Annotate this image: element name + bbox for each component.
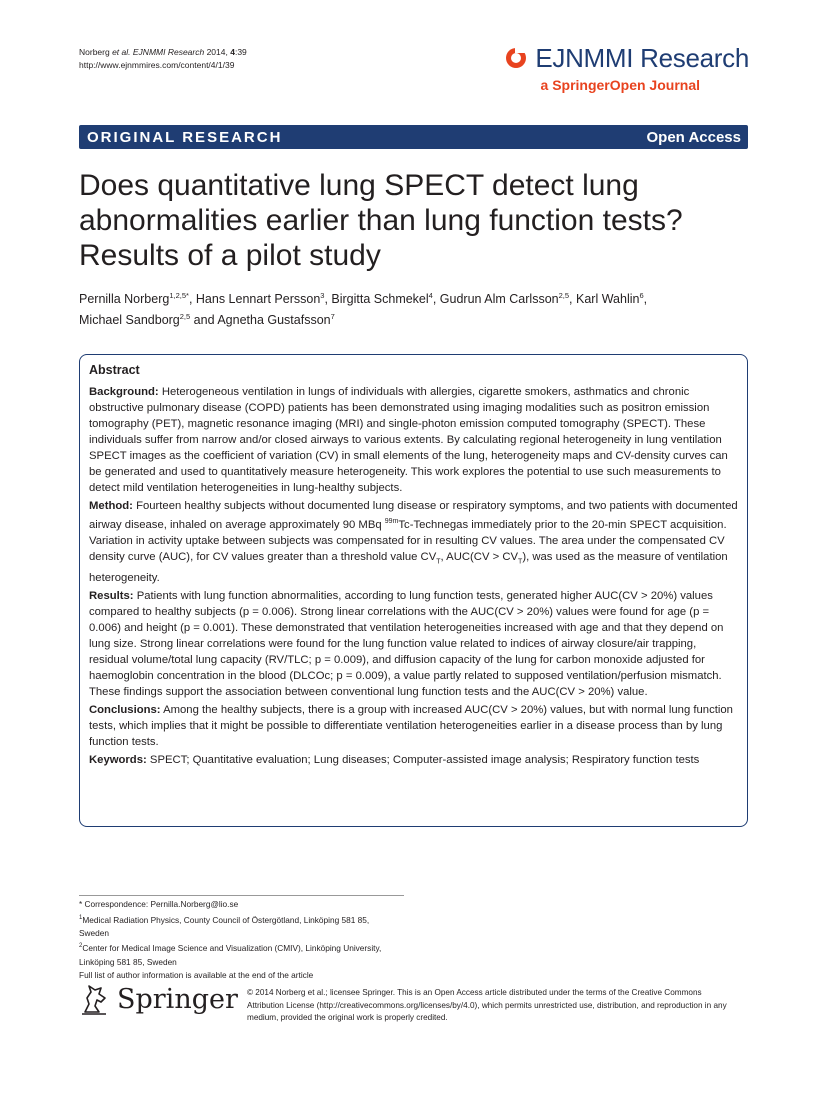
journal-logo-icon — [505, 47, 527, 69]
footnote-divider — [79, 895, 404, 896]
abstract-heading: Abstract — [89, 363, 140, 377]
article-type-band — [79, 125, 748, 149]
author-list: Pernilla Norberg$^{1,2,5*}$, Hans Lennart Persson$^3$, Birgitta Schmekel$^4$, Gudrun Alm Carlsson$^{2,5}$, Karl Wahlin$^6$, Michael Sandborg$^{2,5}$ and Agnetha Gustafsson$^7$ — [79, 291, 648, 328]
author-name: Gudrun Alm Carlsson — [439, 292, 559, 307]
results-text: Patients with lung function abnormalities, according to lung function tests, generated higher AUC(CV > 20%) values compared to healthy subjects (p = 0.006). Strong linear correlations with the AUC(CV > 20%) values were found for age (p = 0.006) and height (p = 0.001). These demonstrated that ventilation heterogeneities increased with age and that they depend on lung size. Strong linear correlations were found for the lung function value related to indices of airway closure/air trapping, residual volume/total lung capacity (RV/TLC; p = 0.009), and diffusion capacity of the lung for carbon monoxide adjusted for haemoglobin concentration in the blood (DLCOc; p = 0.009), a value partly related to supposed ventilation/perfusion mismatch. These findings support the association between conventional lung function tests and the AUC(CV > 20%) value. — [89, 590, 724, 699]
springer-logo — [79, 982, 238, 1016]
author-affiliation: 6 — [639, 291, 644, 300]
journal-logo — [505, 45, 749, 71]
author-affiliation: 7 — [330, 312, 335, 322]
background-label: Background: — [89, 386, 159, 398]
abstract-box — [79, 354, 748, 827]
method-text-4: ), was used as the measure of ventilation heterogeneity. — [89, 550, 728, 585]
author-affiliation: 2,5 — [179, 312, 191, 322]
affiliation-1-text: Medical Radiation Physics, County Council of Östergötland, Linköping 581 85, Sweden — [79, 914, 370, 938]
author-affiliation: 3 — [320, 291, 325, 300]
method-sub-2: T — [518, 558, 523, 566]
affiliation-1 — [79, 912, 399, 941]
author-name: Pernilla Norberg — [79, 292, 170, 307]
affiliation-2-text: Center for Medical Image Science and Visualization (CMIV), Linköping University, Linköping 581 85, Sweden — [79, 943, 382, 967]
open-access-label: Open Access — [646, 128, 741, 146]
full-list-note: Full list of author information is available at the end of the article — [79, 970, 314, 981]
affiliation-2 — [79, 940, 399, 969]
method-text-2: Tc-Technegas immediately prior to the 20-min SPECT acquisition. Variation in activity uptake between subjects was compensated for in resulting CV values. The area under the compensated CV density curve (AUC), for CV values greater than a threshold value CV — [89, 518, 727, 563]
method-label: Method: — [89, 500, 133, 512]
license-text: © 2014 Norberg et al.; licensee Springer. This is an Open Access article distributed under the terms of the Creative Commons Attribution License (http://creativecommons.org/licenses/by/4.0), which permits unrestricted use, distribution, and reproduction in any medium, provided the original work is properly credited. — [247, 988, 727, 1022]
springer-wordmark: Springer — [117, 983, 238, 1015]
author-affiliation: 1,2,5* — [169, 291, 189, 300]
affiliation-1-num: 1 — [79, 914, 83, 921]
journal-subtitle: a SpringerOpen Journal — [540, 77, 700, 93]
citation-url[interactable]: http://www.ejnmmires.com/content/4/1/39 — [79, 60, 235, 70]
method-text-3: , AUC(CV > CV — [440, 550, 519, 563]
author-name: Agnetha Gustafsson — [217, 313, 331, 328]
background-text: Heterogeneous ventilation in lungs of individuals with allergies, cigarette smokers, asthmatics and chronic obstructive pulmonary disease (COPD) patients has been demonstrated using imaging modalities such as positron emission tomography (PET), magnetic resonance imaging (MRI) and single-photon emission computed tomography (SPECT). These individuals suffer from narrow and/or closed airways to various extents. By calculating regional heterogeneity in lung ventilation SPECT images as the coefficient of variation (CV) in small elements of the lung, heterogeneity maps and CV-density curves can be generated and used to quantitatively measure heterogeneity. This work explores the potential to use such measurements to detect mild ventilation heterogeneities in lung-healthy subjects. — [89, 386, 728, 494]
results-label: Results: — [89, 590, 134, 603]
affiliation-2-num: 2 — [79, 943, 83, 950]
author-name: Michael Sandborg — [79, 313, 180, 328]
abstract-background — [89, 384, 738, 496]
citation — [79, 46, 247, 72]
keywords-label: Keywords: — [89, 754, 147, 767]
correspondence: * Correspondence: Pernilla.Norberg@lio.se — [79, 899, 239, 909]
author-affiliation: 2,5 — [558, 291, 570, 300]
abstract-results — [89, 588, 738, 700]
method-isotope-sup: 99m — [384, 518, 399, 525]
conclusions-text: Among the healthy subjects, there is a group with increased AUC(CV > 20%) values, but with normal lung function tests, which implies that it might be possible to differentiate ventilation heterogeneities earlier in a disease process than by lung function tests. — [89, 704, 733, 749]
article-title: Does quantitative lung SPECT detect lung abnormalities earlier than lung function tests? Results of a pilot study — [79, 169, 683, 272]
citation-line-1: Norberg et al. EJNMMI Research 2014, 4:39 — [79, 47, 247, 57]
author-name: Birgitta Schmekel — [331, 292, 429, 307]
author-name: Hans Lennart Persson — [195, 292, 321, 307]
method-text-1: Fourteen healthy subjects without documented lung disease or respiratory symptoms, and two patients with documented airway disease, inhaled on average approximately 90 MBq — [89, 500, 738, 531]
abstract-conclusions — [89, 702, 738, 750]
article-type: ORIGINAL RESEARCH — [87, 128, 283, 146]
springer-horse-icon — [79, 982, 109, 1016]
abstract-keywords — [89, 752, 738, 768]
conclusions-label: Conclusions: — [89, 704, 161, 717]
method-sub-1: T — [436, 558, 441, 566]
author-name: Karl Wahlin — [576, 292, 640, 307]
keywords-text: SPECT; Quantitative evaluation; Lung diseases; Computer-assisted image analysis; Respiratory function tests — [149, 754, 700, 767]
abstract-method — [89, 498, 738, 586]
footnotes — [79, 898, 399, 983]
journal-name: EJNMMI Research — [535, 43, 749, 73]
author-affiliation: 4 — [428, 291, 433, 300]
